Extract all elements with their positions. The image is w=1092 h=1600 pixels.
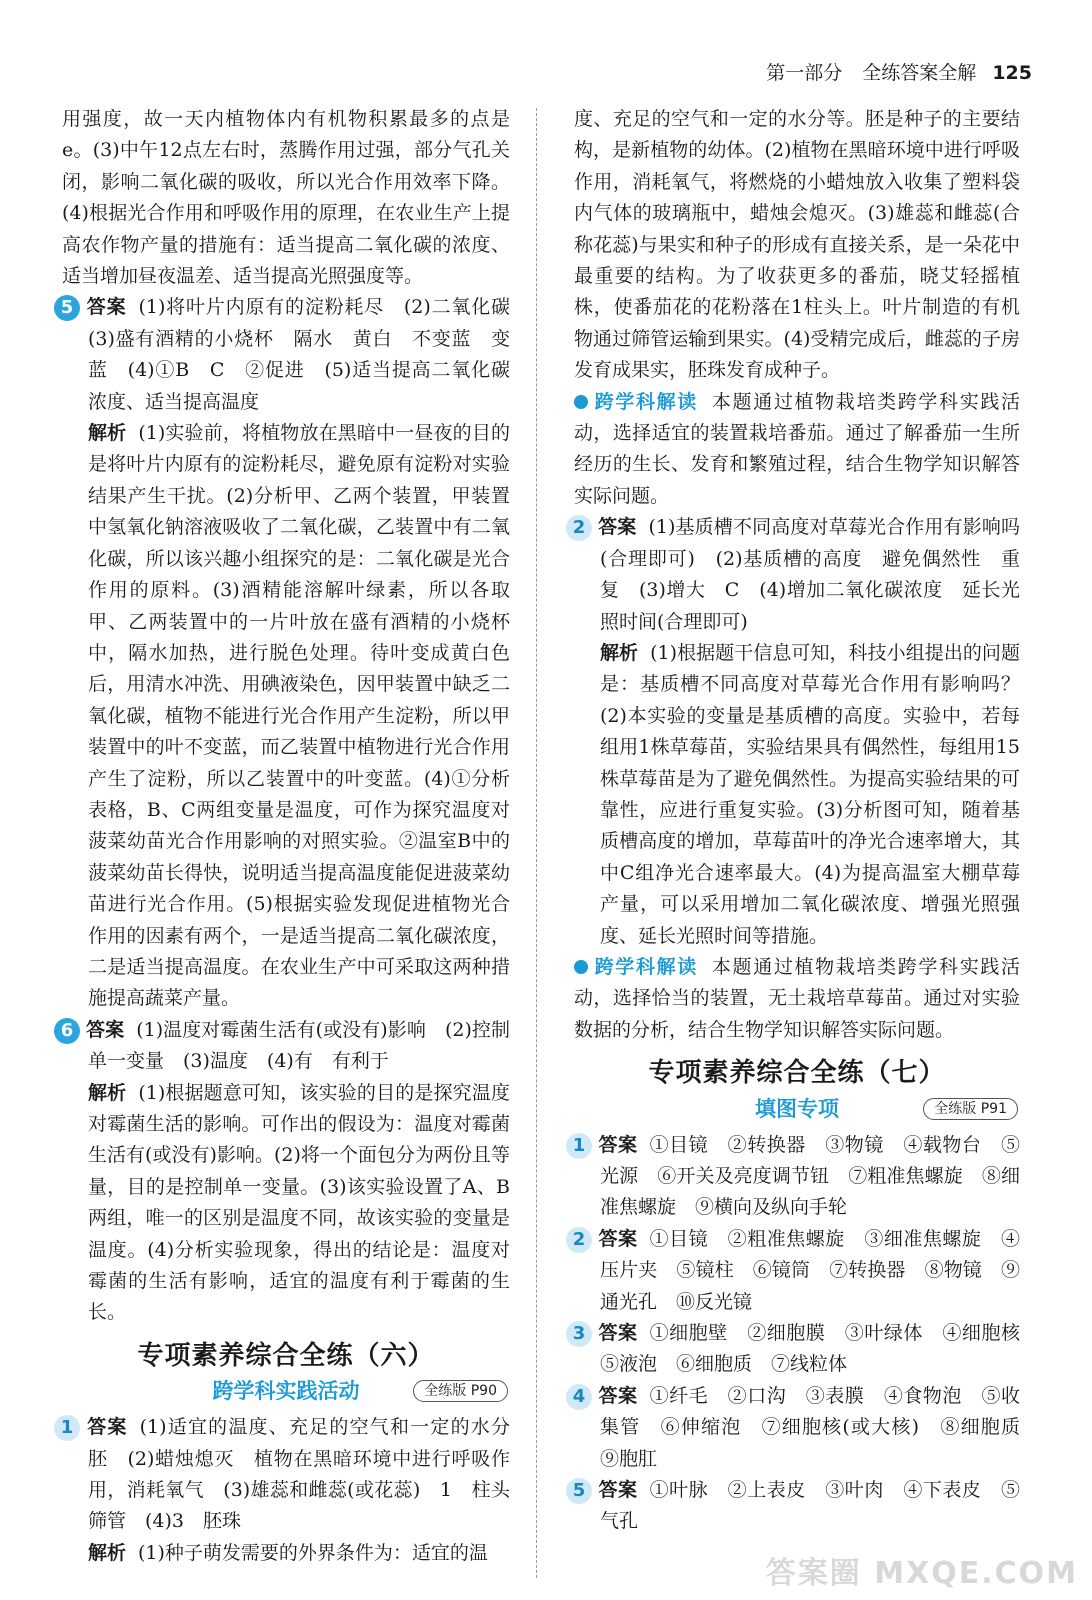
cross-discipline-note bbox=[574, 387, 1020, 513]
answer-text: ①目镜 ②转换器 ③物镜 ④载物台 ⑤光源 ⑥开关及亮度调节钮 ⑦粗准焦螺旋 ⑧细准焦螺旋 ⑨横向及纵向手轮 bbox=[600, 1133, 1020, 1219]
answer-label: 答案 bbox=[598, 1133, 638, 1156]
answer-label: 答案 bbox=[598, 1479, 638, 1502]
answer-label: 答案 bbox=[598, 1384, 638, 1407]
right-column bbox=[572, 104, 1040, 1538]
question-number-badge: 4 bbox=[566, 1384, 592, 1410]
analysis-label: 解析 bbox=[88, 1541, 127, 1564]
answer-text: (1)温度对霉菌生活有(或没有)影响 (2)控制单一变量 (3)温度 (4)有 有利于 bbox=[88, 1018, 510, 1073]
paragraph-continued: 度、充足的空气和一定的水分等。胚是种子的主要结构，是新植物的幼体。(2)植物在黑暗环境中进行呼吸作用，消耗氧气，将燃烧的小蜡烛放入收集了塑料袋内气体的玻璃瓶中，蜡烛会熄灭。(3)雄蕊和雌蕊(合称花蕊)与果实和种子的形成有直接关系，是一朵花中最重要的结构。为了收获更多的番茄，晓艾轻摇植株，使番茄花的花粉落在1柱头上。叶片制造的有机物通过筛管运输到果实。(4)受精完成后，雌蕊的子房发育成果实，胚珠发育成种子。 bbox=[574, 108, 1020, 382]
section-title-7: 专项素养综合全练（七） bbox=[648, 1058, 946, 1089]
analysis-text: (1)种子萌发需要的外界条件为：适宜的温 bbox=[138, 1541, 488, 1564]
bulb-icon bbox=[574, 395, 588, 409]
cross-discipline-note bbox=[574, 952, 1020, 1046]
fill-question-1 bbox=[574, 1130, 1020, 1224]
analysis-label: 解析 bbox=[88, 1081, 127, 1104]
header-title: 全练答案全解 bbox=[862, 62, 977, 84]
fill-question-2 bbox=[574, 1224, 1020, 1318]
section-title-6: 专项素养综合全练（六） bbox=[137, 1340, 435, 1371]
answer-label: 答案 bbox=[598, 1227, 638, 1250]
answer-label: 答案 bbox=[598, 516, 637, 539]
analysis-text: (1)实验前，将植物放在黑暗中一昼夜的目的是将叶片内原有的淀粉耗尽，避免原有淀粉对实验结果产生干扰。(2)分析甲、乙两个装置，甲装置中氢氧化钠溶液吸收了二氧化碳，乙装置中有二氧化碳，所以该兴趣小组探究的是：二氧化碳是光合作用的原料。(3)酒精能溶解叶绿素，所以各取甲、乙两装置中的一片叶放在盛有酒精的小烧杯中，隔水加热，进行脱色处理。待叶变成黄白色后，用清水冲洗、用碘液染色，因甲装置中缺乏二氧化碳，植物不能进行光合作用产生淀粉，所以甲装置中的叶不变蓝，而乙装置中植物进行光合作用产生了淀粉，所以乙装置中的叶变蓝。(4)①分析表格，B、C两组变量是温度，可作为探究温度对菠菜幼苗光合作用影响的对照实验。②温室B中的菠菜幼苗长得快，说明适当提高温度能促进菠菜幼苗进行光合作用。(5)根据实验发现促进植物光合作用的因素有两个，一是适当提高二氧化碳浓度，二是适当提高温度。在农业生产中可采取这两种措施提高蔬菜产量。 bbox=[88, 422, 510, 1010]
question-number-badge: 3 bbox=[566, 1321, 592, 1347]
answer-label: 答案 bbox=[86, 296, 127, 319]
subsection-title: 填图专项 bbox=[755, 1096, 839, 1121]
answer-text: ①细胞壁 ②细胞膜 ③叶绿体 ④细胞核 ⑤液泡 ⑥细胞质 ⑦线粒体 bbox=[600, 1322, 1039, 1376]
question-number-badge: 5 bbox=[566, 1478, 592, 1504]
paragraph-continued: 用强度，故一天内植物体内有机物积累最多的点是e。(3)中午12点左右时，蒸腾作用过强，部分气孔关闭，影响二氧化碳的吸收，所以光合作用效率下降。(4)根据光合作用和呼吸作用的原理，在农业生产上提高农作物产量的措施有：适当提高二氧化碳的浓度、适当增加昼夜温差、适当提高光照强度等。 bbox=[62, 108, 510, 288]
fill-question-5 bbox=[574, 1475, 1020, 1538]
cross-discipline-text: 本题通过植物栽培类跨学科实践活动，选择恰当的装置，无土栽培草莓苗。通过对实验数据的分析，结合生物学知识解答实际问题。 bbox=[574, 955, 1020, 1041]
question-number-badge: 2 bbox=[566, 1227, 592, 1253]
question-5 bbox=[60, 292, 530, 1014]
page-reference-badge: 全练版 P91 bbox=[923, 1098, 1018, 1120]
answer-label: 答案 bbox=[86, 1018, 125, 1041]
question-number-badge: 1 bbox=[566, 1133, 592, 1159]
fill-question-3 bbox=[572, 1318, 1039, 1381]
cross-discipline-label: 跨学科解读 bbox=[574, 956, 698, 978]
question-number-badge: 1 bbox=[54, 1415, 80, 1441]
section6-question-2 bbox=[574, 512, 1020, 952]
page-reference-badge: 全练版 P90 bbox=[413, 1380, 508, 1402]
subsection-title: 跨学科实践活动 bbox=[212, 1379, 360, 1404]
subsection-row bbox=[574, 1092, 1020, 1126]
left-column bbox=[60, 104, 530, 1569]
fill-question-4 bbox=[572, 1381, 1040, 1475]
question-number-badge: 5 bbox=[54, 295, 80, 321]
cross-discipline-label: 跨学科解读 bbox=[574, 391, 698, 413]
answer-label: 答案 bbox=[86, 1416, 128, 1439]
bulb-icon bbox=[574, 960, 588, 974]
answer-text: ①叶脉 ②上表皮 ③叶肉 ④下表皮 ⑤气孔 bbox=[600, 1479, 1020, 1533]
answer-text: (1)适宜的温度、充足的空气和一定的水分 胚 (2)蜡烛熄灭 植物在黑暗环境中进行呼吸作用，消耗氧气 (3)雄蕊和雌蕊(或花蕊) 1 柱头 筛管 (4)3 胚珠 bbox=[88, 1416, 530, 1533]
analysis-text: (1)根据题干信息可知，科技小组提出的问题是：基质槽不同高度对草莓光合作用有影响吗？(2)本实验的变量是基质槽的高度。实验中，若每组用1株草莓苗，实验结果具有偶然性，每组用15株草莓苗是为了避免偶然性。为提高实验结果的可靠性，应进行重复实验。(3)分析图可知，随着基质槽高度的增加，草莓苗叶的净光合速率增大，其中C组净光合速率最大。(4)为提高温室大棚草莓产量，可以采用增加二氧化碳浓度、增强光照强度、延长光照时间等措施。 bbox=[600, 641, 1020, 947]
question-number-badge: 2 bbox=[566, 515, 592, 541]
answer-text: (1)将叶片内原有的淀粉耗尽 (2)二氧化碳 (3)盛有酒精的小烧杯 隔水 黄白 不变蓝 变蓝 (4)①B C ②促进 (5)适当提高二氧化碳浓度、适当提高温度 bbox=[88, 296, 530, 413]
page-number: 125 bbox=[992, 62, 1032, 84]
header-section: 第一部分 bbox=[766, 62, 843, 84]
answer-text: ①纤毛 ②口沟 ③表膜 ④食物泡 ⑤收集管 ⑥伸缩泡 ⑦细胞核(或大核) ⑧细胞质 ⑨胞肛 bbox=[600, 1384, 1040, 1470]
watermark: 答案圈 MXQE.COM bbox=[765, 1556, 1078, 1591]
page-header bbox=[766, 58, 1032, 85]
answer-label: 答案 bbox=[598, 1322, 638, 1345]
question-number-badge: 6 bbox=[54, 1018, 80, 1044]
analysis-label: 解析 bbox=[600, 641, 639, 664]
cross-discipline-text: 本题通过植物栽培类跨学科实践活动，选择适宜的装置栽培番茄。通过了解番茄一生所经历的生长、发育和繁殖过程，结合生物学知识解答实际问题。 bbox=[574, 390, 1020, 507]
section6-question-1 bbox=[60, 1412, 530, 1569]
answer-text: (1)基质槽不同高度对草莓光合作用有影响吗(合理即可) (2)基质槽的高度 避免偶然性 重复 (3)增大 C (4)增加二氧化碳浓度 延长光照时间(合理即可) bbox=[600, 516, 1020, 633]
analysis-label: 解析 bbox=[88, 422, 127, 445]
question-6 bbox=[62, 1015, 510, 1329]
subsection-row bbox=[62, 1374, 510, 1408]
answer-text: ①目镜 ②粗准焦螺旋 ③细准焦螺旋 ④压片夹 ⑤镜柱 ⑥镜筒 ⑦转换器 ⑧物镜 ⑨通光孔 ⑩反光镜 bbox=[600, 1227, 1020, 1313]
analysis-text: (1)根据题意可知，该实验的目的是探究温度对霉菌生活的影响。可作出的假设为：温度对霉菌生活有(或没有)影响。(2)将一个面包分为两份且等量，目的是控制单一变量。(3)该实验设置了A、B两组，唯一的区别是温度不同，故该实验的变量是温度。(4)分析实验现象，得出的结论是：温度对霉菌的生活有影响，适宜的温度有利于霉菌的生长。 bbox=[88, 1081, 510, 1324]
column-divider bbox=[536, 108, 537, 1578]
